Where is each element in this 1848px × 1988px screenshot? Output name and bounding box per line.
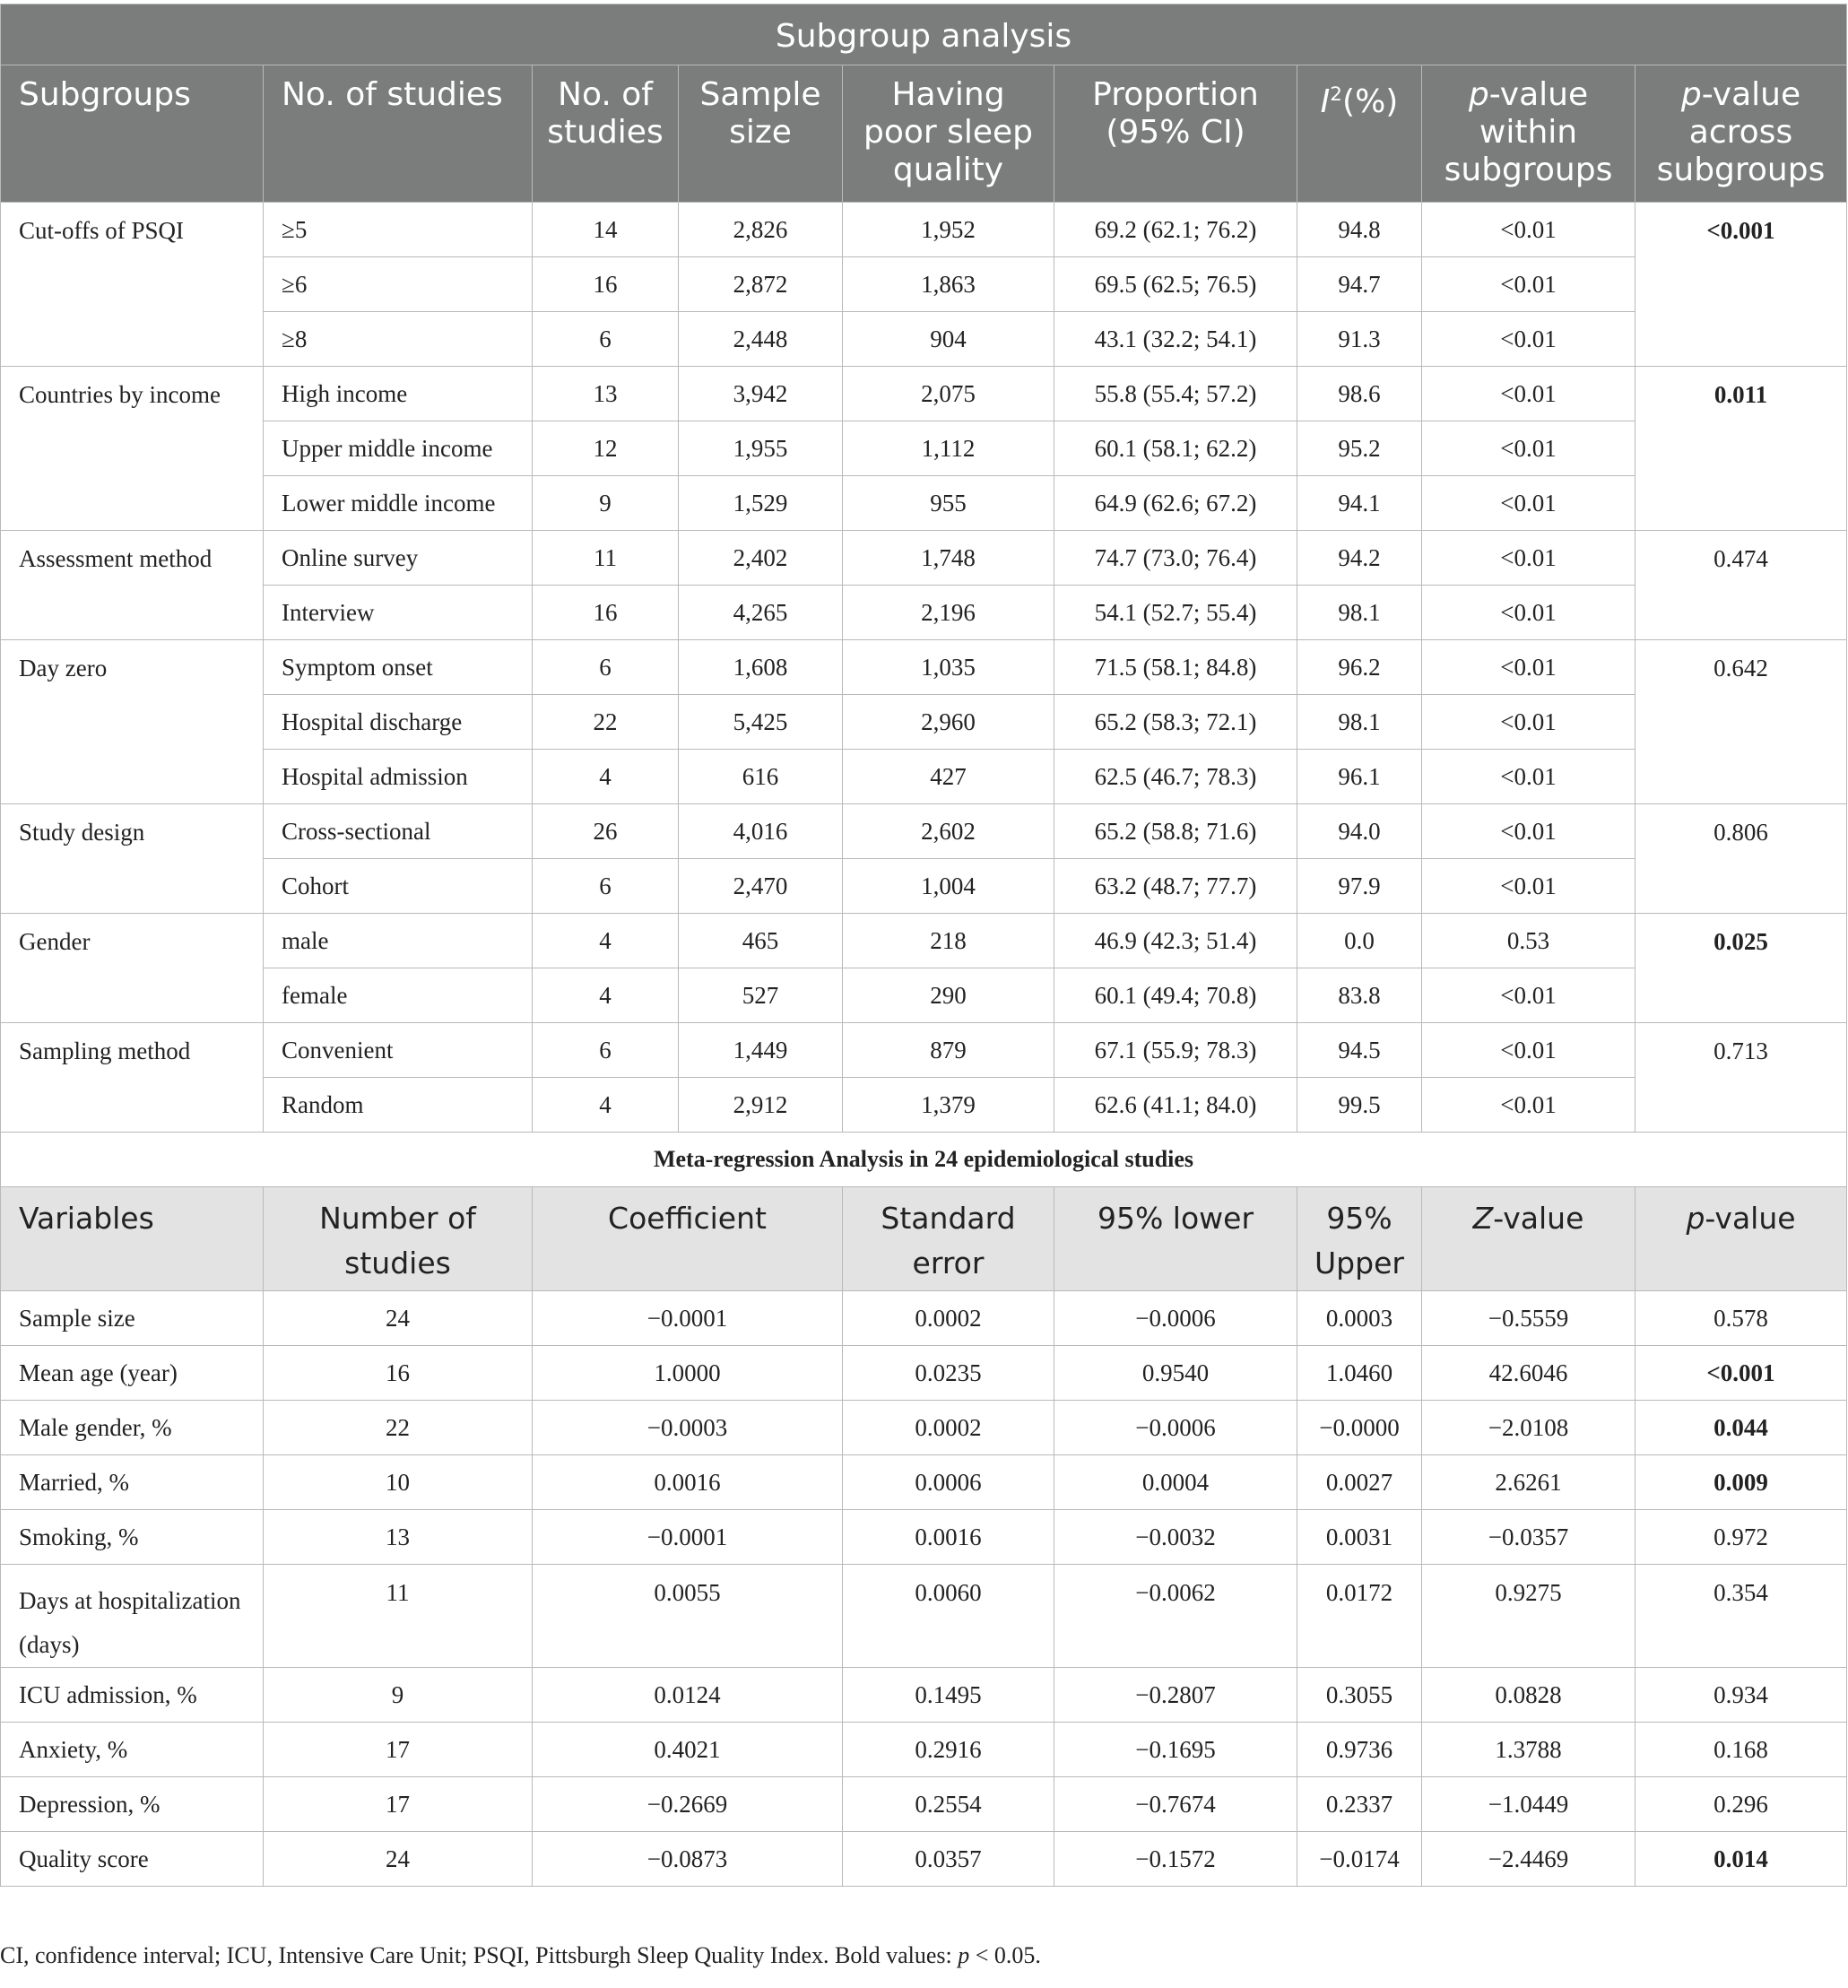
meta-coefficient: −0.0003 — [533, 1401, 843, 1455]
cell-sample-size: 2,402 — [679, 531, 843, 586]
meta-95-upper: −0.0000 — [1297, 1401, 1422, 1455]
cell-i2: 97.9 — [1297, 859, 1422, 914]
cell-proportion: 64.9 (62.6; 67.2) — [1054, 476, 1297, 531]
subgroup-category: High income — [264, 367, 533, 421]
col-p-within-rest: -value within subgroups — [1444, 76, 1613, 188]
cell-poor-sleep: 1,379 — [843, 1078, 1054, 1133]
subgroup-title-row — [1, 4, 1847, 65]
subgroup-row — [1, 695, 1847, 750]
results-table-container — [0, 4, 1846, 1887]
cell-p-within: <0.01 — [1422, 750, 1635, 804]
cell-poor-sleep: 2,196 — [843, 586, 1054, 640]
cell-sample-size: 1,608 — [679, 640, 843, 695]
col-i2-sup: 2 — [1330, 83, 1343, 106]
cell-i2: 99.5 — [1297, 1078, 1422, 1133]
subgroup-category: Lower middle income — [264, 476, 533, 531]
meta-95-lower: −0.1695 — [1054, 1723, 1297, 1777]
cell-i2: 94.0 — [1297, 804, 1422, 859]
subgroup-category: Hospital admission — [264, 750, 533, 804]
cell-proportion: 63.2 (48.7; 77.7) — [1054, 859, 1297, 914]
cell-i2: 98.1 — [1297, 695, 1422, 750]
cell-sample-size: 465 — [679, 914, 843, 968]
cell-sample-size: 2,826 — [679, 203, 843, 257]
meta-variable: Quality score — [1, 1832, 264, 1887]
meta-z-value: −1.0449 — [1422, 1777, 1635, 1832]
cell-no-of-studies: 4 — [533, 750, 679, 804]
meta-number-of-studies: 9 — [264, 1668, 533, 1723]
meta-row — [1, 1777, 1847, 1832]
cell-sample-size: 1,529 — [679, 476, 843, 531]
subgroup-category: female — [264, 968, 533, 1023]
cell-no-of-studies: 11 — [533, 531, 679, 586]
col-poor-sleep: Having poor sleep quality — [843, 65, 1054, 203]
meta-95-upper: 0.9736 — [1297, 1723, 1422, 1777]
cell-no-of-studies: 4 — [533, 914, 679, 968]
cell-p-within: 0.53 — [1422, 914, 1635, 968]
meta-95-upper: 0.3055 — [1297, 1668, 1422, 1723]
cell-sample-size: 1,449 — [679, 1023, 843, 1078]
cell-proportion: 67.1 (55.9; 78.3) — [1054, 1023, 1297, 1078]
footnote-text: CI, confidence interval; ICU, Intensive Care Unit; PSQI, Pittsburgh Sleep Quality Index. Bold values: — [0, 1942, 959, 1968]
cell-no-of-studies: 6 — [533, 1023, 679, 1078]
subgroup-category: ≥8 — [264, 312, 533, 367]
meta-row — [1, 1346, 1847, 1401]
cell-sample-size: 527 — [679, 968, 843, 1023]
meta-95-upper: 0.0027 — [1297, 1455, 1422, 1510]
meta-95-upper: −0.0174 — [1297, 1832, 1422, 1887]
meta-z-value: 2.6261 — [1422, 1455, 1635, 1510]
meta-p-value: 0.578 — [1635, 1291, 1847, 1346]
cell-proportion: 65.2 (58.3; 72.1) — [1054, 695, 1297, 750]
cell-proportion: 69.2 (62.1; 76.2) — [1054, 203, 1297, 257]
col-variables: Variables — [1, 1187, 264, 1291]
meta-z-value: 0.9275 — [1422, 1565, 1635, 1668]
meta-z-value: 0.0828 — [1422, 1668, 1635, 1723]
meta-row — [1, 1455, 1847, 1510]
cell-sample-size: 2,448 — [679, 312, 843, 367]
subgroup-row — [1, 476, 1847, 531]
meta-row — [1, 1401, 1847, 1455]
meta-p-value: 0.934 — [1635, 1668, 1847, 1723]
meta-title: Meta-regression Analysis in 24 epidemiological studies — [1, 1133, 1847, 1187]
meta-z-value: −2.4469 — [1422, 1832, 1635, 1887]
cell-i2: 94.5 — [1297, 1023, 1422, 1078]
subgroup-row — [1, 859, 1847, 914]
subgroup-category: Online survey — [264, 531, 533, 586]
meta-p-value: 0.168 — [1635, 1723, 1847, 1777]
subgroup-category: Convenient — [264, 1023, 533, 1078]
subgroup-row — [1, 531, 1847, 586]
subgroup-category: Upper middle income — [264, 421, 533, 476]
cell-p-across: 0.642 — [1635, 640, 1847, 804]
meta-variable: Male gender, % — [1, 1401, 264, 1455]
cell-no-of-studies: 26 — [533, 804, 679, 859]
meta-z-value: −2.0108 — [1422, 1401, 1635, 1455]
col-number-of-studies: Number of studies — [264, 1187, 533, 1291]
cell-poor-sleep: 2,602 — [843, 804, 1054, 859]
cell-no-of-studies: 16 — [533, 257, 679, 312]
subgroup-name: Countries by income — [1, 367, 264, 531]
meta-p-value: 0.972 — [1635, 1510, 1847, 1565]
cell-proportion: 46.9 (42.3; 51.4) — [1054, 914, 1297, 968]
subgroup-row — [1, 203, 1847, 257]
meta-95-lower: −0.7674 — [1054, 1777, 1297, 1832]
meta-variable: Depression, % — [1, 1777, 264, 1832]
meta-number-of-studies: 16 — [264, 1346, 533, 1401]
meta-standard-error: 0.0235 — [843, 1346, 1054, 1401]
meta-variable: Days at hospitalization (days) — [1, 1565, 264, 1668]
col-p-across-rest: -value across subgroups — [1656, 76, 1826, 188]
col-95-lower: 95% lower — [1054, 1187, 1297, 1291]
meta-title-row — [1, 1133, 1847, 1187]
cell-proportion: 62.5 (46.7; 78.3) — [1054, 750, 1297, 804]
cell-poor-sleep: 1,035 — [843, 640, 1054, 695]
cell-poor-sleep: 1,748 — [843, 531, 1054, 586]
subgroup-category: Cohort — [264, 859, 533, 914]
meta-coefficient: 1.0000 — [533, 1346, 843, 1401]
meta-row — [1, 1723, 1847, 1777]
col-no-of-studies-b: No. of studies — [533, 65, 679, 203]
cell-proportion: 60.1 (49.4; 70.8) — [1054, 968, 1297, 1023]
cell-proportion: 55.8 (55.4; 57.2) — [1054, 367, 1297, 421]
col-p-within-letter: p — [1468, 76, 1489, 113]
col-p-rest: -value — [1705, 1201, 1796, 1236]
cell-p-across: 0.806 — [1635, 804, 1847, 914]
cell-poor-sleep: 290 — [843, 968, 1054, 1023]
cell-p-within: <0.01 — [1422, 1078, 1635, 1133]
cell-no-of-studies: 4 — [533, 968, 679, 1023]
cell-proportion: 65.2 (58.8; 71.6) — [1054, 804, 1297, 859]
cell-poor-sleep: 2,960 — [843, 695, 1054, 750]
subgroup-category: Cross-sectional — [264, 804, 533, 859]
col-subgroups: Subgroups — [1, 65, 264, 203]
col-proportion: Proportion (95% CI) — [1054, 65, 1297, 203]
cell-no-of-studies: 16 — [533, 586, 679, 640]
meta-number-of-studies: 11 — [264, 1565, 533, 1668]
col-sample-size: Sample size — [679, 65, 843, 203]
cell-no-of-studies: 6 — [533, 312, 679, 367]
meta-95-lower: −0.0062 — [1054, 1565, 1297, 1668]
subgroup-row — [1, 586, 1847, 640]
meta-row — [1, 1510, 1847, 1565]
col-p-across-letter: p — [1680, 76, 1702, 113]
meta-standard-error: 0.2554 — [843, 1777, 1054, 1832]
meta-95-upper: 0.0003 — [1297, 1291, 1422, 1346]
col-p-letter: p — [1686, 1201, 1705, 1236]
meta-variable: Anxiety, % — [1, 1723, 264, 1777]
col-95-upper: 95% Upper — [1297, 1187, 1422, 1291]
meta-variable: Mean age (year) — [1, 1346, 264, 1401]
meta-row — [1, 1668, 1847, 1723]
meta-number-of-studies: 13 — [264, 1510, 533, 1565]
meta-number-of-studies: 24 — [264, 1832, 533, 1887]
meta-coefficient: 0.0016 — [533, 1455, 843, 1510]
cell-p-within: <0.01 — [1422, 531, 1635, 586]
meta-95-lower: 0.9540 — [1054, 1346, 1297, 1401]
meta-95-lower: −0.0006 — [1054, 1401, 1297, 1455]
subgroup-row — [1, 312, 1847, 367]
cell-p-within: <0.01 — [1422, 804, 1635, 859]
cell-poor-sleep: 1,952 — [843, 203, 1054, 257]
meta-number-of-studies: 10 — [264, 1455, 533, 1510]
cell-p-across: 0.011 — [1635, 367, 1847, 531]
subgroup-row — [1, 1078, 1847, 1133]
subgroup-row — [1, 804, 1847, 859]
cell-poor-sleep: 1,863 — [843, 257, 1054, 312]
cell-i2: 83.8 — [1297, 968, 1422, 1023]
cell-i2: 94.2 — [1297, 531, 1422, 586]
meta-number-of-studies: 17 — [264, 1777, 533, 1832]
cell-proportion: 60.1 (58.1; 62.2) — [1054, 421, 1297, 476]
cell-no-of-studies: 6 — [533, 859, 679, 914]
meta-z-value: −0.5559 — [1422, 1291, 1635, 1346]
meta-95-upper: 0.0172 — [1297, 1565, 1422, 1668]
meta-standard-error: 0.0002 — [843, 1401, 1054, 1455]
cell-p-within: <0.01 — [1422, 695, 1635, 750]
subgroup-row — [1, 367, 1847, 421]
subgroup-row — [1, 1023, 1847, 1078]
meta-coefficient: −0.2669 — [533, 1777, 843, 1832]
meta-z-value: 1.3788 — [1422, 1723, 1635, 1777]
cell-sample-size: 4,016 — [679, 804, 843, 859]
subgroup-name: Study design — [1, 804, 264, 914]
meta-row — [1, 1832, 1847, 1887]
meta-row — [1, 1565, 1847, 1668]
cell-sample-size: 3,942 — [679, 367, 843, 421]
cell-p-within: <0.01 — [1422, 203, 1635, 257]
meta-p-value: 0.014 — [1635, 1832, 1847, 1887]
cell-p-within: <0.01 — [1422, 257, 1635, 312]
cell-p-within: <0.01 — [1422, 859, 1635, 914]
subgroup-category: Symptom onset — [264, 640, 533, 695]
table-footnote — [0, 1942, 1041, 1969]
subgroup-row — [1, 750, 1847, 804]
meta-standard-error: 0.0016 — [843, 1510, 1054, 1565]
meta-coefficient: 0.4021 — [533, 1723, 843, 1777]
cell-poor-sleep: 1,004 — [843, 859, 1054, 914]
meta-standard-error: 0.0002 — [843, 1291, 1054, 1346]
meta-95-lower: −0.1572 — [1054, 1832, 1297, 1887]
meta-number-of-studies: 17 — [264, 1723, 533, 1777]
cell-p-across: 0.713 — [1635, 1023, 1847, 1133]
col-z-value — [1422, 1187, 1635, 1291]
subgroup-row — [1, 257, 1847, 312]
subgroup-category: ≥6 — [264, 257, 533, 312]
col-p-across — [1635, 65, 1847, 203]
results-table — [0, 4, 1847, 1887]
cell-i2: 96.2 — [1297, 640, 1422, 695]
cell-sample-size: 1,955 — [679, 421, 843, 476]
cell-i2: 0.0 — [1297, 914, 1422, 968]
cell-i2: 91.3 — [1297, 312, 1422, 367]
cell-poor-sleep: 879 — [843, 1023, 1054, 1078]
cell-proportion: 43.1 (32.2; 54.1) — [1054, 312, 1297, 367]
cell-no-of-studies: 4 — [533, 1078, 679, 1133]
meta-variable: ICU admission, % — [1, 1668, 264, 1723]
meta-95-lower: 0.0004 — [1054, 1455, 1297, 1510]
cell-p-across: <0.001 — [1635, 203, 1847, 367]
meta-row — [1, 1291, 1847, 1346]
cell-no-of-studies: 9 — [533, 476, 679, 531]
cell-p-across: 0.474 — [1635, 531, 1847, 640]
meta-variable: Sample size — [1, 1291, 264, 1346]
cell-i2: 96.1 — [1297, 750, 1422, 804]
col-p-within — [1422, 65, 1635, 203]
col-p-value — [1635, 1187, 1847, 1291]
cell-i2: 94.1 — [1297, 476, 1422, 531]
meta-coefficient: −0.0001 — [533, 1510, 843, 1565]
cell-sample-size: 2,912 — [679, 1078, 843, 1133]
meta-p-value: 0.044 — [1635, 1401, 1847, 1455]
cell-poor-sleep: 427 — [843, 750, 1054, 804]
meta-variable: Smoking, % — [1, 1510, 264, 1565]
subgroup-category: ≥5 — [264, 203, 533, 257]
meta-coefficient: 0.0055 — [533, 1565, 843, 1668]
footnote-p-letter: p — [958, 1942, 970, 1968]
col-no-of-studies-a: No. of studies — [264, 65, 533, 203]
col-i2-rest: (%) — [1342, 83, 1399, 120]
meta-95-upper: 1.0460 — [1297, 1346, 1422, 1401]
cell-sample-size: 2,872 — [679, 257, 843, 312]
meta-p-value: 0.009 — [1635, 1455, 1847, 1510]
cell-proportion: 54.1 (52.7; 55.4) — [1054, 586, 1297, 640]
cell-p-within: <0.01 — [1422, 586, 1635, 640]
subgroup-name: Cut-offs of PSQI — [1, 203, 264, 367]
subgroup-name: Assessment method — [1, 531, 264, 640]
meta-95-lower: −0.2807 — [1054, 1668, 1297, 1723]
cell-p-within: <0.01 — [1422, 968, 1635, 1023]
subgroup-name: Sampling method — [1, 1023, 264, 1133]
meta-variable: Married, % — [1, 1455, 264, 1510]
subgroup-row — [1, 914, 1847, 968]
meta-header-row — [1, 1187, 1847, 1291]
cell-i2: 98.6 — [1297, 367, 1422, 421]
meta-p-value: <0.001 — [1635, 1346, 1847, 1401]
cell-sample-size: 616 — [679, 750, 843, 804]
cell-no-of-studies: 12 — [533, 421, 679, 476]
cell-p-within: <0.01 — [1422, 640, 1635, 695]
subgroup-category: male — [264, 914, 533, 968]
subgroup-category: Interview — [264, 586, 533, 640]
cell-i2: 95.2 — [1297, 421, 1422, 476]
meta-standard-error: 0.0357 — [843, 1832, 1054, 1887]
cell-no-of-studies: 14 — [533, 203, 679, 257]
subgroup-category: Random — [264, 1078, 533, 1133]
cell-i2: 94.7 — [1297, 257, 1422, 312]
meta-standard-error: 0.2916 — [843, 1723, 1054, 1777]
cell-p-within: <0.01 — [1422, 421, 1635, 476]
cell-sample-size: 5,425 — [679, 695, 843, 750]
meta-standard-error: 0.0060 — [843, 1565, 1054, 1668]
meta-standard-error: 0.1495 — [843, 1668, 1054, 1723]
subgroup-row — [1, 640, 1847, 695]
cell-no-of-studies: 22 — [533, 695, 679, 750]
subgroup-header-row — [1, 65, 1847, 203]
col-standard-error: Standard error — [843, 1187, 1054, 1291]
subgroup-category: Hospital discharge — [264, 695, 533, 750]
cell-proportion: 74.7 (73.0; 76.4) — [1054, 531, 1297, 586]
meta-z-value: −0.0357 — [1422, 1510, 1635, 1565]
subgroup-title: Subgroup analysis — [1, 4, 1847, 65]
col-z-letter: Z — [1472, 1201, 1494, 1236]
cell-proportion: 69.5 (62.5; 76.5) — [1054, 257, 1297, 312]
cell-proportion: 71.5 (58.1; 84.8) — [1054, 640, 1297, 695]
subgroup-row — [1, 421, 1847, 476]
col-i2 — [1297, 65, 1422, 203]
meta-number-of-studies: 22 — [264, 1401, 533, 1455]
meta-p-value: 0.354 — [1635, 1565, 1847, 1668]
subgroup-row — [1, 968, 1847, 1023]
cell-p-within: <0.01 — [1422, 367, 1635, 421]
cell-poor-sleep: 904 — [843, 312, 1054, 367]
meta-standard-error: 0.0006 — [843, 1455, 1054, 1510]
cell-poor-sleep: 2,075 — [843, 367, 1054, 421]
cell-sample-size: 4,265 — [679, 586, 843, 640]
footnote-tail: < 0.05. — [969, 1942, 1041, 1968]
meta-95-upper: 0.2337 — [1297, 1777, 1422, 1832]
cell-sample-size: 2,470 — [679, 859, 843, 914]
cell-no-of-studies: 13 — [533, 367, 679, 421]
cell-p-within: <0.01 — [1422, 476, 1635, 531]
cell-p-within: <0.01 — [1422, 1023, 1635, 1078]
cell-poor-sleep: 1,112 — [843, 421, 1054, 476]
meta-regression-body — [1, 1133, 1847, 1887]
subgroup-name: Day zero — [1, 640, 264, 804]
col-coefficient: Coefficient — [533, 1187, 843, 1291]
meta-coefficient: 0.0124 — [533, 1668, 843, 1723]
col-i2-letter: I — [1320, 83, 1331, 120]
cell-p-across: 0.025 — [1635, 914, 1847, 1023]
meta-95-lower: −0.0006 — [1054, 1291, 1297, 1346]
subgroup-name: Gender — [1, 914, 264, 1023]
cell-i2: 98.1 — [1297, 586, 1422, 640]
meta-coefficient: −0.0873 — [533, 1832, 843, 1887]
cell-p-within: <0.01 — [1422, 312, 1635, 367]
meta-95-upper: 0.0031 — [1297, 1510, 1422, 1565]
meta-p-value: 0.296 — [1635, 1777, 1847, 1832]
cell-proportion: 62.6 (41.1; 84.0) — [1054, 1078, 1297, 1133]
col-z-rest: -value — [1493, 1201, 1584, 1236]
cell-poor-sleep: 955 — [843, 476, 1054, 531]
subgroup-body — [1, 203, 1847, 1133]
cell-no-of-studies: 6 — [533, 640, 679, 695]
meta-z-value: 42.6046 — [1422, 1346, 1635, 1401]
meta-number-of-studies: 24 — [264, 1291, 533, 1346]
cell-i2: 94.8 — [1297, 203, 1422, 257]
meta-coefficient: −0.0001 — [533, 1291, 843, 1346]
cell-poor-sleep: 218 — [843, 914, 1054, 968]
meta-95-lower: −0.0032 — [1054, 1510, 1297, 1565]
